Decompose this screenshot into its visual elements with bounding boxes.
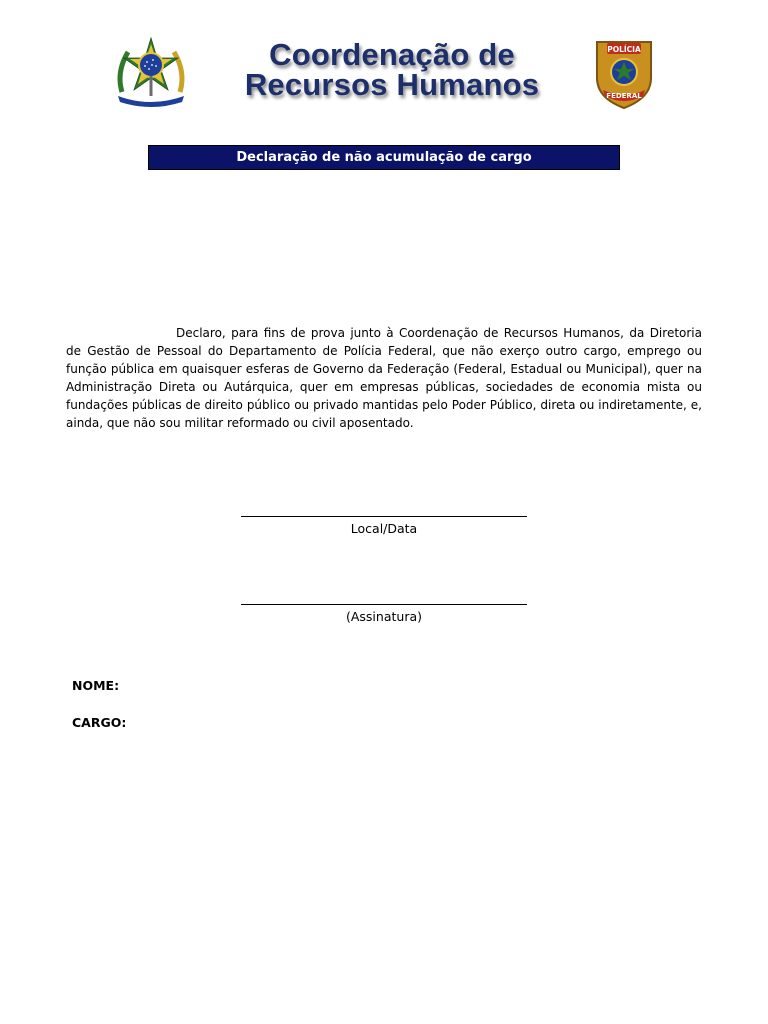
declaration-body: Declaro, para fins de prova junto à Coordenação de Recursos Humanos, da Diretoria de Gestão de Pessoal do Departamento de Polícia Federal, que não exerço outro cargo, emprego ou função pública em quaisquer esferas de Governo da Federação (Federal, Estadual ou Municipal), quer na Administração Direta ou Autárquica, quer em empresas públicas, sociedades de economia mista ou fundações públicas de direito público ou privado mantidas pelo Poder Público, direta ou indiretamente, e, ainda, que não sou militar reformado ou civil aposentado.	[66, 326, 702, 430]
document-title: Declaração de não acumulação de cargo	[148, 145, 620, 170]
header-title	[232, 37, 552, 102]
signature-label: (Assinatura)	[345, 609, 422, 624]
local-data-line	[241, 516, 527, 517]
svg-text:FEDERAL: FEDERAL	[606, 92, 642, 100]
header-title-line1: Coordenação de	[269, 37, 515, 72]
signature-line	[241, 604, 527, 605]
svg-text:POLÍCIA: POLÍCIA	[607, 45, 641, 54]
brazil-coat-of-arms-icon	[112, 36, 190, 108]
signature-block	[241, 604, 527, 624]
policia-federal-badge-icon	[591, 38, 657, 110]
cargo-label: CARGO:	[72, 715, 127, 730]
nome-label: NOME:	[72, 678, 120, 693]
local-data-block	[241, 516, 527, 536]
header-title-line2: Recursos Humanos	[244, 67, 540, 102]
local-data-label: Local/Data	[350, 521, 418, 536]
